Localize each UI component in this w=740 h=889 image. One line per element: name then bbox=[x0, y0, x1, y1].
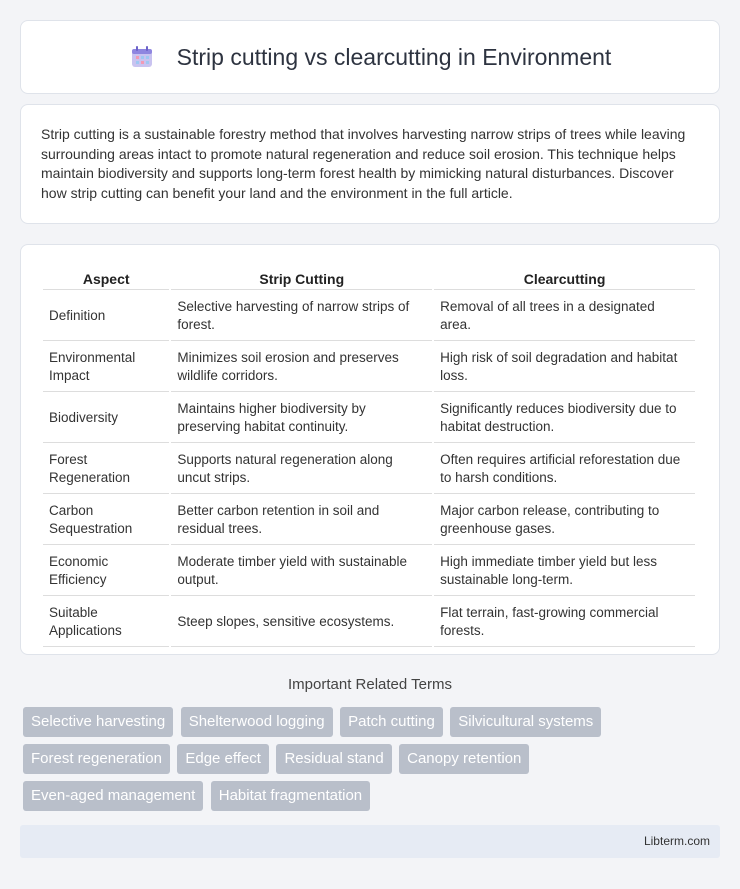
related-term-tag[interactable]: Habitat fragmentation bbox=[211, 781, 370, 811]
cell-aspect: Forest Regeneration bbox=[43, 445, 169, 494]
cell-aspect: Carbon Sequestration bbox=[43, 496, 169, 545]
cell-aspect: Economic Efficiency bbox=[43, 547, 169, 596]
calendar-icon bbox=[129, 44, 155, 70]
cell-clearcutting: Major carbon release, contributing to greenhouse gases. bbox=[434, 496, 695, 545]
related-terms-title: Important Related Terms bbox=[288, 676, 452, 693]
cell-clearcutting: High immediate timber yield but less sustainable long-term. bbox=[434, 547, 695, 596]
related-terms-list bbox=[23, 707, 723, 818]
title-card bbox=[20, 20, 720, 94]
related-term-tag[interactable]: Canopy retention bbox=[399, 744, 529, 774]
page-title: Strip cutting vs clearcutting in Environment bbox=[176, 43, 612, 70]
related-term-tag[interactable]: Patch cutting bbox=[340, 707, 443, 737]
cell-strip-cutting: Maintains higher biodiversity by preserving habitat continuity. bbox=[171, 394, 432, 443]
cell-aspect: Environmental Impact bbox=[43, 343, 169, 392]
header-strip-cutting: Strip Cutting bbox=[171, 267, 432, 290]
cell-strip-cutting: Moderate timber yield with sustainable output. bbox=[171, 547, 432, 596]
cell-aspect: Definition bbox=[43, 292, 169, 341]
related-term-tag[interactable]: Edge effect bbox=[177, 744, 269, 774]
related-term-tag[interactable]: Shelterwood logging bbox=[181, 707, 333, 737]
related-term-tag[interactable]: Silvicultural systems bbox=[450, 707, 601, 737]
related-term-tag[interactable]: Selective harvesting bbox=[23, 707, 173, 737]
cell-strip-cutting: Selective harvesting of narrow strips of forest. bbox=[171, 292, 432, 341]
header-aspect: Aspect bbox=[43, 267, 169, 290]
table-row bbox=[43, 496, 695, 545]
table-row bbox=[43, 598, 695, 647]
cell-clearcutting: Often requires artificial reforestation due to harsh conditions. bbox=[434, 445, 695, 494]
table-row bbox=[43, 343, 695, 392]
intro-card bbox=[20, 104, 720, 224]
cell-strip-cutting: Minimizes soil erosion and preserves wildlife corridors. bbox=[171, 343, 432, 392]
table-row bbox=[43, 394, 695, 443]
footer-site-link[interactable]: Libterm.com bbox=[643, 834, 710, 848]
cell-clearcutting: Flat terrain, fast-growing commercial forests. bbox=[434, 598, 695, 647]
cell-strip-cutting: Steep slopes, sensitive ecosystems. bbox=[171, 598, 432, 647]
cell-strip-cutting: Supports natural regeneration along uncut strips. bbox=[171, 445, 432, 494]
cell-strip-cutting: Better carbon retention in soil and residual trees. bbox=[171, 496, 432, 545]
table-row bbox=[43, 445, 695, 494]
intro-text: Strip cutting is a sustainable forestry method that involves harvesting narrow strips of trees while leaving surrounding areas intact to promote natural regeneration and reduce soil erosion. This technique helps maintain biodiversity and supports long-term forest health by mimicking natural disturbances. Discover how strip cutting can benefit your land and the environment in the full article. bbox=[41, 126, 686, 201]
related-term-tag[interactable]: Residual stand bbox=[276, 744, 391, 774]
related-term-tag[interactable]: Forest regeneration bbox=[23, 744, 170, 774]
footer bbox=[20, 825, 720, 858]
cell-aspect: Suitable Applications bbox=[43, 598, 169, 647]
comparison-card bbox=[20, 244, 720, 655]
related-term-tag[interactable]: Even-aged management bbox=[23, 781, 203, 811]
table-row bbox=[43, 547, 695, 596]
cell-clearcutting: Removal of all trees in a designated area. bbox=[434, 292, 695, 341]
cell-aspect: Biodiversity bbox=[43, 394, 169, 443]
cell-clearcutting: Significantly reduces biodiversity due to habitat destruction. bbox=[434, 394, 695, 443]
cell-clearcutting: High risk of soil degradation and habitat loss. bbox=[434, 343, 695, 392]
table-row bbox=[43, 292, 695, 341]
comparison-table bbox=[41, 265, 697, 649]
header-clearcutting: Clearcutting bbox=[434, 267, 695, 290]
